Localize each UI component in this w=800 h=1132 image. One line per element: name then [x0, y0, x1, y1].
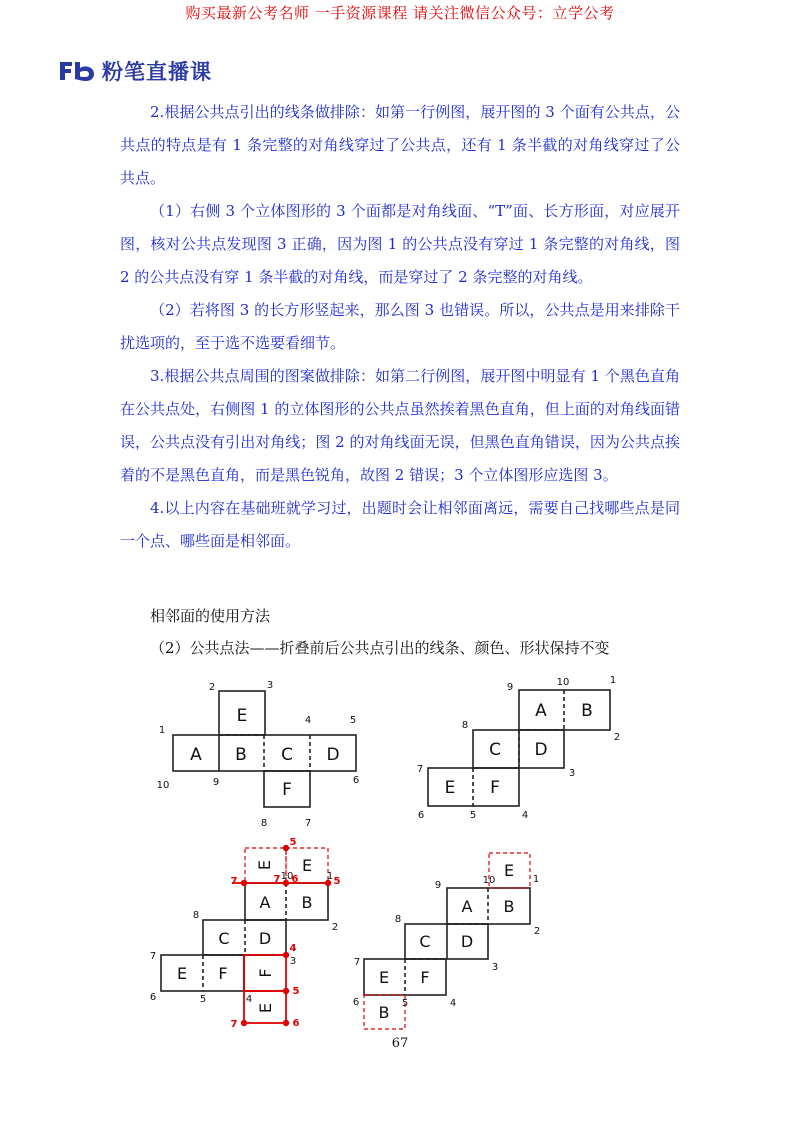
- point-label: 8: [394, 914, 402, 925]
- paragraph: 3.根据公共点周围的图案做排除：如第二行例图，展开图中明显有 1 个黑色直角在公共点处，右侧图 1 的立体图形的公共点虽然挨着黑色直角，但上面的对角线面错误，公共点没有引出对角线；图 2 的对角线面无误，但黑色直角错误，因为公共点挨着的不是黑色直角，而是黑色锐角，故图 2 错误；3 个立体图形应选图 3。: [120, 367, 680, 484]
- point-label: 5: [292, 986, 300, 997]
- point-label: 4: [521, 810, 529, 821]
- face-label: D: [460, 932, 474, 951]
- point-label: 3: [568, 768, 576, 779]
- point-label: 6: [352, 775, 360, 786]
- face-label: C: [419, 932, 431, 951]
- point-label: 2: [533, 926, 541, 937]
- face-label: A: [535, 701, 547, 721]
- paragraph: 4.以上内容在基础班就学习过，出题时会让相邻面离远，需要自己找哪些点是同一个点、哪些面是相邻面。: [120, 499, 680, 550]
- point-label: 1: [532, 874, 540, 885]
- face-label: C: [281, 745, 293, 765]
- point-label: 10: [482, 875, 496, 886]
- fenbi-logo-icon: [58, 60, 96, 82]
- point-label: 9: [212, 777, 220, 788]
- point-label: 10: [280, 871, 294, 882]
- point-label: 10: [156, 780, 170, 791]
- point-label: 8: [461, 720, 469, 731]
- explanation-body: [120, 96, 680, 558]
- point-label: 7: [230, 876, 238, 887]
- point-label: 6: [352, 997, 360, 1008]
- point-label: 1: [609, 675, 617, 686]
- face-label: F: [218, 964, 228, 983]
- face-label: E: [301, 856, 313, 875]
- point-label: 8: [192, 910, 200, 921]
- face-label: E: [378, 968, 390, 987]
- point-label: 2: [613, 732, 621, 743]
- brand-header: [58, 56, 212, 86]
- face-label: B: [378, 1003, 390, 1022]
- face-label: E: [176, 964, 188, 983]
- point-label: 1: [158, 725, 166, 736]
- point-label: 1: [326, 871, 334, 882]
- point-label: 5: [289, 837, 297, 848]
- point-label: 6: [149, 992, 157, 1003]
- face-label: F: [490, 778, 500, 798]
- point-label: 7: [230, 1019, 238, 1030]
- point-label: 8: [260, 818, 268, 829]
- face-label: A: [190, 745, 202, 765]
- paragraph: （1）右侧 3 个立体图形的 3 个面都是对角线面、“T”面、长方形面，对应展开图，核对公共点发现图 3 正确，因为图 1 的公共点没有穿过 1 条完整的对角线，图 2 的公共点没有穿 1 条半截的对角线，而是穿过了 2 条完整的对角线。: [120, 202, 680, 286]
- point-label: 5: [333, 876, 341, 887]
- face-label: B: [235, 745, 247, 765]
- brand-name: 粉笔直播课: [102, 60, 212, 84]
- point-label: 9: [506, 682, 514, 693]
- face-label: D: [258, 929, 272, 948]
- face-label: F: [420, 968, 430, 987]
- face-label: A: [259, 893, 271, 912]
- point-label: 6: [291, 874, 299, 885]
- face-label: F: [282, 780, 292, 800]
- top-banner: 购买最新公考名师 一手资源课程 请关注微信公众号：立学公考: [185, 4, 615, 22]
- point-label: 9: [434, 880, 442, 891]
- face-label: F: [256, 968, 275, 978]
- point-label: 5: [401, 998, 409, 1009]
- point-label: 2: [208, 682, 216, 693]
- point-label: 3: [266, 680, 274, 691]
- page-number: 67: [391, 1036, 409, 1051]
- face-label: D: [534, 740, 548, 760]
- face-label: A: [461, 897, 473, 916]
- point-label: 5: [349, 715, 357, 726]
- face-label: C: [218, 929, 230, 948]
- point-label: 3: [289, 956, 297, 967]
- point-label: 4: [449, 998, 457, 1009]
- point-label: 2: [331, 922, 339, 933]
- point-label: 6: [417, 810, 425, 821]
- subsection-title: （2）公共点法——折叠前后公共点引出的线条、颜色、形状保持不变: [150, 639, 610, 657]
- point-label: 4: [245, 994, 253, 1005]
- point-label: 4: [289, 943, 297, 954]
- face-label: E: [256, 1002, 275, 1014]
- face-label: E: [236, 706, 248, 726]
- face-label: E: [444, 778, 456, 798]
- point-label: 3: [491, 962, 499, 973]
- point-label: 7: [416, 764, 424, 775]
- point-label: 7: [273, 874, 281, 885]
- section-title: 相邻面的使用方法: [150, 607, 271, 625]
- face-label: B: [301, 893, 313, 912]
- face-label: B: [581, 701, 593, 721]
- face-label: E: [255, 859, 274, 871]
- point-label: 7: [304, 818, 312, 829]
- cube-net-diagrams: [140, 668, 660, 1038]
- point-label: 5: [469, 810, 477, 821]
- point-label: 5: [199, 994, 207, 1005]
- paragraph: 2.根据公共点引出的线条做排除：如第一行例图，展开图的 3 个面有公共点，公共点的特点是有 1 条完整的对角线穿过了公共点，还有 1 条半截的对角线穿过了公共点。: [120, 103, 680, 187]
- point-label: 4: [304, 715, 312, 726]
- face-label: C: [489, 740, 501, 760]
- point-label: 10: [556, 677, 570, 688]
- point-label: 7: [353, 957, 361, 968]
- face-label: E: [503, 861, 515, 880]
- face-label: D: [326, 745, 340, 765]
- face-label: B: [503, 897, 515, 916]
- point-label: 6: [292, 1018, 300, 1029]
- point-label: 7: [149, 951, 157, 962]
- paragraph: （2）若将图 3 的长方形竖起来，那么图 3 也错误。所以，公共点是用来排除干扰选项的，至于选不选要看细节。: [120, 301, 680, 352]
